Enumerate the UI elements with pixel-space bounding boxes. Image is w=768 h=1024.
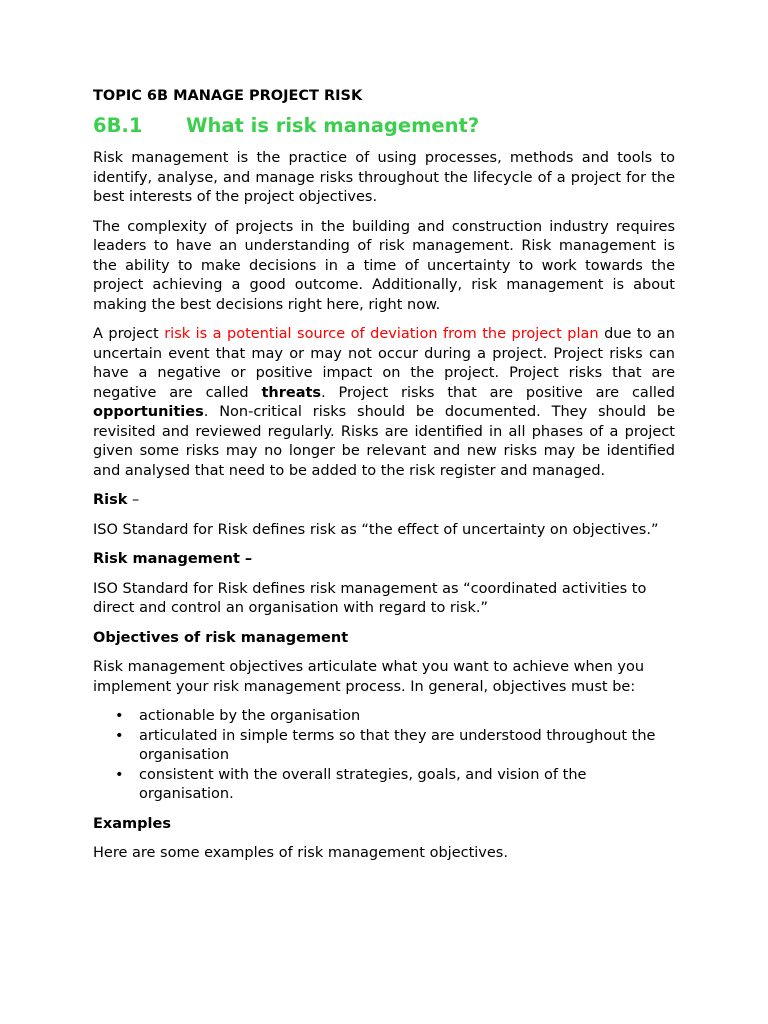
list-item-text: actionable by the organisation xyxy=(139,708,361,724)
list-item-text: consistent with the overall strategies, goals, and vision of the organisation. xyxy=(139,766,587,802)
section-title: What is risk management? xyxy=(186,114,480,137)
risk-definition: ISO Standard for Risk defines risk as “the effect of uncertainty on objectives.” xyxy=(93,521,659,538)
examples-intro: Here are some examples of risk management objectives. xyxy=(93,845,508,861)
p3-part4: . Non-critical risks should be documented. They should be revisited and reviewed regularly. Risks are identified in all phases of a project given some risks may no longer be relevant and new risks may be identified and analysed that need to be added to the risk register and managed. xyxy=(93,404,675,479)
list-item-text: articulated in simple terms so that they are understood throughout the organisation xyxy=(139,727,656,763)
threats-term: threats xyxy=(261,384,322,401)
risk-label-dash: – xyxy=(127,492,140,508)
document-page xyxy=(93,87,675,874)
bullet-icon: • xyxy=(115,727,124,744)
risk-management-label: Risk management – xyxy=(93,551,253,567)
risk-label-line xyxy=(93,491,675,511)
section-heading xyxy=(93,113,675,139)
list-item xyxy=(93,766,675,805)
section-number: 6B.1 xyxy=(93,114,143,137)
examples-label: Examples xyxy=(93,815,171,832)
p3-part3: . Project risks that are positive are called xyxy=(321,384,675,401)
paragraph-project-risk xyxy=(93,325,675,481)
objectives-label: Objectives of risk management xyxy=(93,629,349,646)
p3-part2: due to an uncertain event that may or may not occur during a project. Project risks can have a negative or positive impact on the project. Project risks that are negative are called xyxy=(93,326,675,401)
bullet-icon: • xyxy=(115,708,124,724)
opportunities-term: opportunities xyxy=(93,404,204,420)
risk-label: Risk xyxy=(93,492,128,508)
objectives-intro: Risk management objectives articulate what you want to achieve when you implement your risk management process. In general, objectives must be: xyxy=(93,659,645,695)
risk-definition-highlight: risk is a potential source of deviation from the project plan xyxy=(164,326,599,342)
paragraph-complexity: The complexity of projects in the building and construction industry requires leaders to have an understanding of risk management. Risk management is the ability to make decisions in a time of uncertainty to work towards the project achieving a good outcome. Additionally, risk management is about making the best decisions right here, right now. xyxy=(93,218,675,313)
paragraph-intro: Risk management is the practice of using processes, methods and tools to identify, analyse, and manage risks throughout the lifecycle of a project for the best interests of the project objectives. xyxy=(93,150,675,205)
topic-title: TOPIC 6B MANAGE PROJECT RISK xyxy=(93,88,363,104)
list-item xyxy=(93,727,675,766)
objectives-list xyxy=(93,707,675,805)
bullet-icon: • xyxy=(115,766,124,783)
list-item xyxy=(93,707,675,727)
p3-part1: A project xyxy=(93,326,165,342)
risk-management-definition: ISO Standard for Risk defines risk management as “coordinated activities to direct and control an organisation with regard to risk.” xyxy=(93,580,647,616)
